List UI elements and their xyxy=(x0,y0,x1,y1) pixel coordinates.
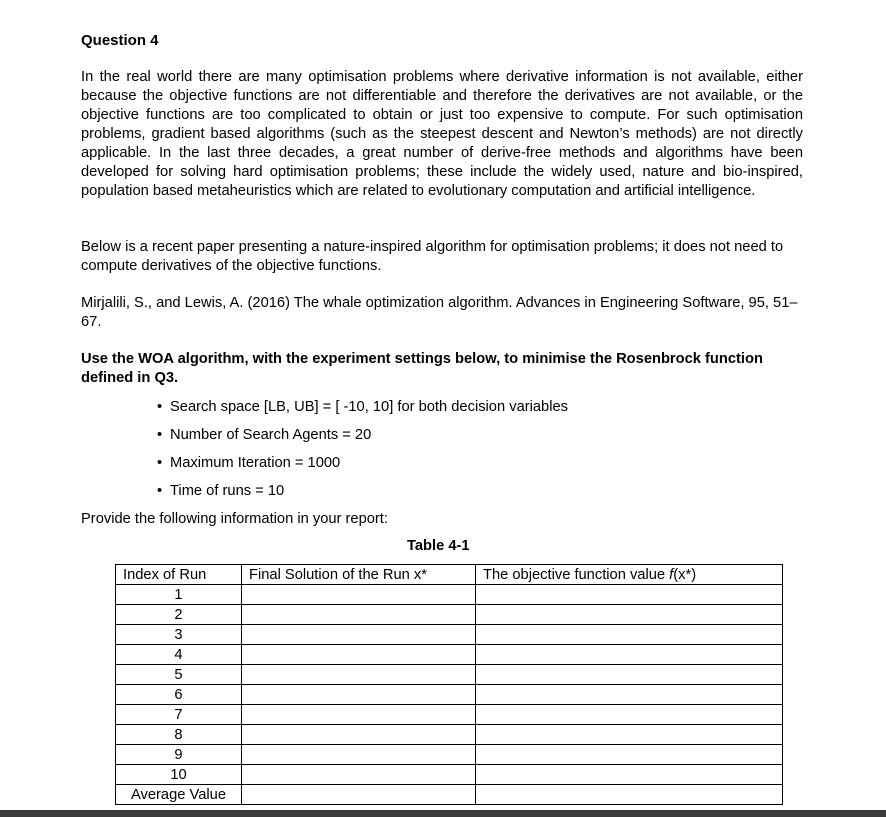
solution-cell[interactable] xyxy=(242,685,476,705)
table-row xyxy=(116,665,783,685)
run-index-cell: 7 xyxy=(116,705,242,725)
table-average-row xyxy=(116,785,783,805)
setting-item xyxy=(157,425,568,453)
intro-paragraph: In the real world there are many optimisation problems where derivative information is not available, either because the objective functions are not differentiable and therefore the derivatives are not available, or the objective functions are too complicated to obtain or just too expensive to compute. For such optimisation problems, gradient based algorithms (such as the steepest descent and Newton’s methods) are not directly applicable. In the last three decades, a great number of derive-free methods and algorithms have been developed for solving hard optimisation problems; these include the widely used, nature and bio-inspired, population based metaheuristics which are related to evolutionary computation and artificial intelligence. xyxy=(81,69,803,199)
solution-cell[interactable] xyxy=(242,705,476,725)
average-solution-cell[interactable] xyxy=(242,785,476,805)
setting-max-iteration: Maximum Iteration = 1000 xyxy=(170,455,341,471)
table-row xyxy=(116,745,783,765)
setting-item xyxy=(157,397,568,425)
objective-cell[interactable] xyxy=(476,605,783,625)
objective-cell[interactable] xyxy=(476,645,783,665)
solution-cell[interactable] xyxy=(242,585,476,605)
reference-citation: Mirjalili, S., and Lewis, A. (2016) The whale optimization algorithm. Advances in Engineering Software, 95, 51–67. xyxy=(81,295,798,330)
setting-search-agents: Number of Search Agents = 20 xyxy=(170,427,372,443)
solution-cell[interactable] xyxy=(242,765,476,785)
objective-cell[interactable] xyxy=(476,765,783,785)
objective-cell[interactable] xyxy=(476,725,783,745)
paper-intro-paragraph: Below is a recent paper presenting a nature-inspired algorithm for optimisation problems; it does not need to compute derivatives of the objective functions. xyxy=(81,239,784,274)
table-caption: Table 4-1 xyxy=(407,538,470,554)
solution-cell[interactable] xyxy=(242,745,476,765)
solution-cell[interactable] xyxy=(242,665,476,685)
objective-cell[interactable] xyxy=(476,745,783,765)
bottom-scroll-bar xyxy=(0,810,886,817)
header-objective-prefix: The objective function value xyxy=(483,566,670,583)
task-instruction: Use the WOA algorithm, with the experiment settings below, to minimise the Rosenbrock function defined in Q3. xyxy=(81,351,763,386)
provide-info-text: Provide the following information in your report: xyxy=(81,511,388,527)
average-objective-cell[interactable] xyxy=(476,785,783,805)
header-objective-f: f xyxy=(669,566,674,583)
objective-cell[interactable] xyxy=(476,585,783,605)
bullet-icon: • xyxy=(157,399,163,415)
table-row xyxy=(116,705,783,725)
run-index-cell: 4 xyxy=(116,645,242,665)
run-index-cell: 1 xyxy=(116,585,242,605)
table-row xyxy=(116,645,783,665)
objective-cell[interactable] xyxy=(476,625,783,645)
setting-runs: Time of runs = 10 xyxy=(170,483,285,499)
run-index-cell: 5 xyxy=(116,665,242,685)
bullet-icon: • xyxy=(157,483,163,499)
objective-cell[interactable] xyxy=(476,685,783,705)
run-index-cell: 8 xyxy=(116,725,242,745)
bullet-icon: • xyxy=(157,455,163,471)
table-row xyxy=(116,685,783,705)
header-objective xyxy=(476,565,783,585)
table-row xyxy=(116,725,783,745)
run-index-cell: 9 xyxy=(116,745,242,765)
table-row xyxy=(116,585,783,605)
question-title: Question 4 xyxy=(81,32,159,49)
header-index: Index of Run xyxy=(116,565,242,585)
setting-search-space: Search space [LB, UB] = [ -10, 10] for both decision variables xyxy=(170,399,569,415)
table-row xyxy=(116,765,783,785)
solution-cell[interactable] xyxy=(242,625,476,645)
setting-item xyxy=(157,481,568,509)
bullet-icon: • xyxy=(157,427,163,443)
run-index-cell: 10 xyxy=(116,765,242,785)
experiment-settings-list xyxy=(157,397,568,509)
header-solution: Final Solution of the Run x* xyxy=(242,565,476,585)
results-table xyxy=(115,564,783,805)
run-index-cell: 3 xyxy=(116,625,242,645)
table-header-row xyxy=(116,565,783,585)
objective-cell[interactable] xyxy=(476,705,783,725)
table-row xyxy=(116,605,783,625)
solution-cell[interactable] xyxy=(242,605,476,625)
setting-item xyxy=(157,453,568,481)
average-label-cell: Average Value xyxy=(116,785,242,805)
objective-cell[interactable] xyxy=(476,665,783,685)
solution-cell[interactable] xyxy=(242,725,476,745)
header-objective-suffix: (x*) xyxy=(673,566,697,583)
solution-cell[interactable] xyxy=(242,645,476,665)
table-row xyxy=(116,625,783,645)
run-index-cell: 2 xyxy=(116,605,242,625)
run-index-cell: 6 xyxy=(116,685,242,705)
